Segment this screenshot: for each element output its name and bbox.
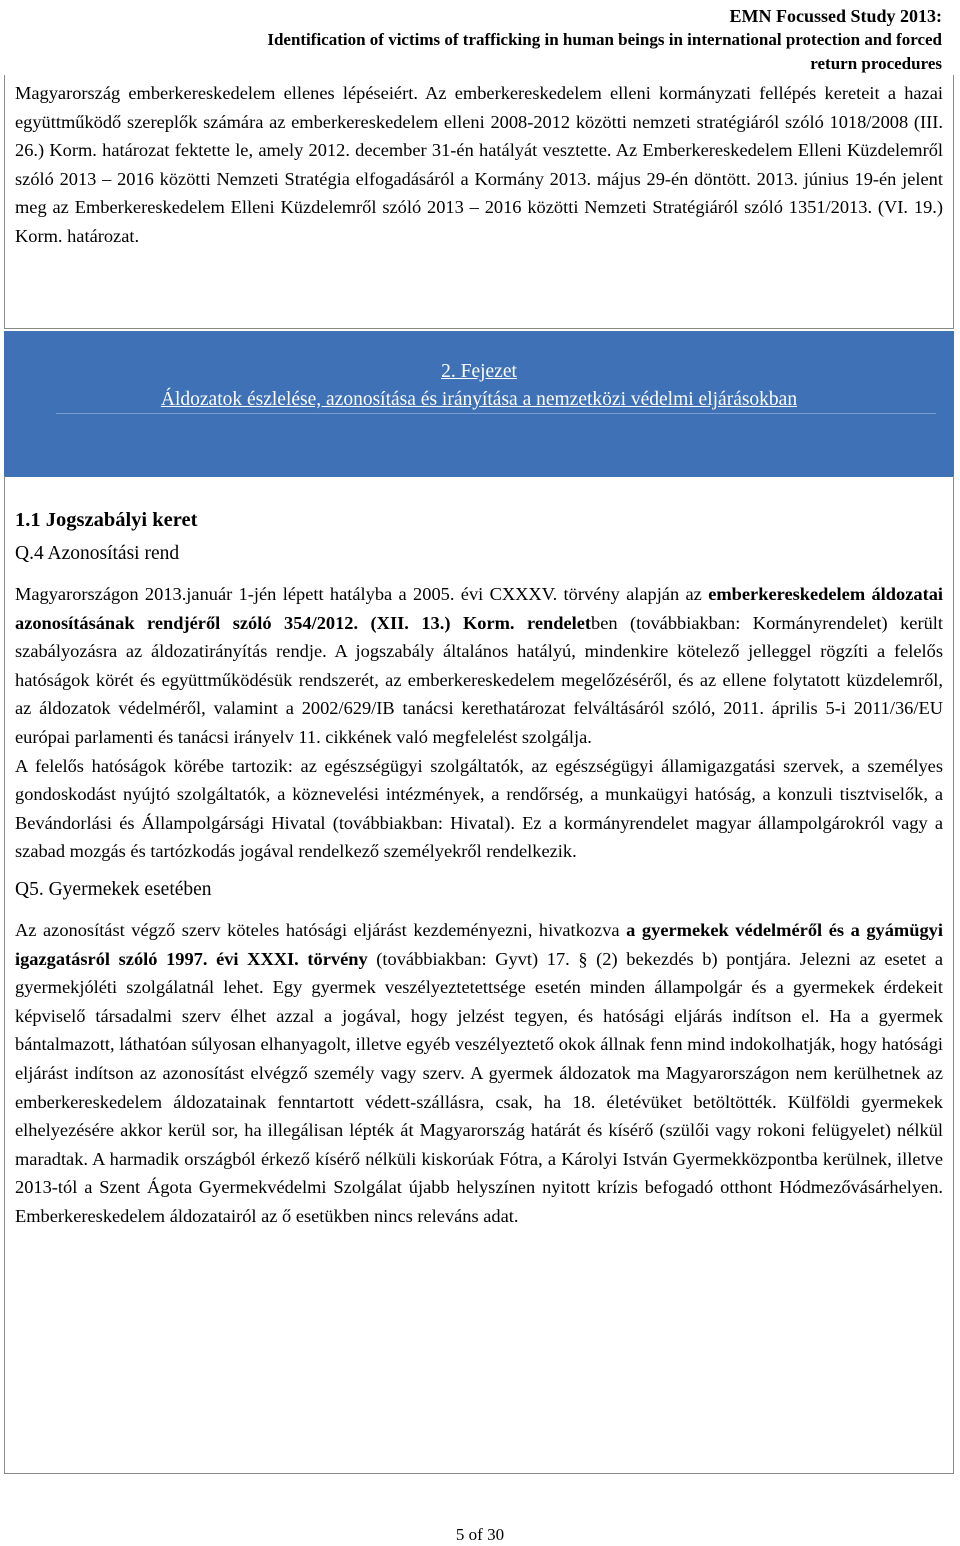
header-subtitle-line2: return procedures — [810, 54, 942, 73]
intro-paragraph: Magyarország emberkereskedelem ellenes lépéseiért. Az emberkereskedelem elleni kormányzati fellépés kereteit a hazai együttműködő szereplők számára az emberkereskedelem elleni 2008-2012 közötti nemzeti stratégiáról szóló 1018/2008 (III. 26.) Korm. határozat fektette le, amely 2012. december 31-én hatályát vesztette. Az Emberkereskedelem Elleni Küzdelemről szóló 2013 – 2016 közötti Nemzeti Stratégia elfogadásáról a Kormány 2013. május 29-én döntött. 2013. június 19-én jelent meg az Emberkereskedelem Elleni Küzdelemről szóló 2013 – 2016 közötti Nemzeti Stratégiáról szóló 1351/2013. (VI. 19.) Korm. határozat. — [15, 83, 943, 246]
chapter-heading — [4, 358, 954, 414]
chapter-number: 2. Fejezet — [441, 361, 517, 382]
spacer — [15, 866, 943, 876]
intro-box — [4, 75, 954, 329]
q5-p1-body: (továbbiakban: Gyvt) 17. § (2) bekezdés b) pontjára. Jelezni az esetet a gyermekjóléti szolgálatnál lehet. Egy gyermek veszélyeztetettsége esetén minden állampolgár és a gyermekek érdekeit képviselő társadalmi szerv élhet azzal a jogával, hogy jelzést tegyen, és hatósági eljárás indítson el. Ha a gyermek bántalmazott, láthatóan súlyosan elhanyagolt, illetve egyéb veszélyeztető okok állnak fenn mind indokolhatják, hogy hatósági eljárást indítson az azonosítást elvégző személy vagy szerv. A gyermek áldozatok ma Magyarországon nem kerülhetnek az emberkereskedelem áldozatainak fenntartott védett-szállásra, csak, ha 18. életévüket betöltötték. Külföldi gyermekek elhelyezésére akkor kerül sor, ha illegálisan lépték át Magyarország határát és kísérő (szülői vagy rokoni felügyelet) nélkül maradtak. A harmadik országból érkező kísérő nélküli kiskorúak Fótra, a Károlyi István Gyermekközpontba kerülnek, illetve 2013-tól a Szent Ágota Gyermekvédelmi Szolgálat újabb helyszínen nyitott krízis befogadó otthont Hódmezővásárhelyen. Emberkereskedelem áldozatairól az ő esetükben nincs releváns adat. — [15, 948, 943, 1226]
section-box — [4, 476, 954, 1474]
q5-paragraph — [15, 916, 943, 1231]
chapter-rule — [56, 413, 936, 414]
header-subtitle-line1: Identification of victims of trafficking in human beings in international protection and forced — [267, 30, 942, 49]
q4-p1-lead: Magyarországon 2013.január 1-jén lépett hatályba a 2005. évi CXXXV. törvény alapján az — [15, 584, 709, 604]
q5-p1-law: a gyermekek védelméről és a gyámügyi igazgatásról szóló 1997. évi XXXI. törvény — [15, 919, 943, 969]
q5-heading: Q5. Gyermekek esetében — [15, 878, 212, 900]
q4-paragraph-1 — [15, 580, 943, 752]
chapter-title: Áldozatok észlelése, azonosítása és irányítása a nemzetközi védelmi eljárásokban — [160, 389, 798, 410]
q4-p1-regulation: emberkereskedelem áldozatai azonosításának rendjéről szóló 354/2012. (XII. 13.) Korm. rendelet — [15, 584, 943, 633]
page-number: 5 of 30 — [455, 1525, 505, 1544]
q4-paragraph-2: A felelős hatóságok körébe tartozik: az egészségügyi szolgáltatók, az egészségügyi államigazgatási szervek, a személyes gondoskodást nyújtó szolgáltatók, a köznevelési intézmények, a rendőrség, a munkaügyi hatóság, a konzuli tisztviselők, a Bevándorlási és Állampolgársági Hivatal (továbbiakban: Hivatal). Ez a kormányrendelet magyar állampolgárokról vagy a szabad mozgás és tartózkodás jogával rendelkező személyekről rendelkezik. — [15, 755, 943, 862]
page-header — [0, 0, 960, 76]
header-study-title: EMN Focussed Study 2013: — [729, 6, 942, 26]
q4-heading: Q.4 Azonosítási rend — [15, 543, 180, 564]
q5-p1-lead: Az azonosítást végző szerv köteles hatósági eljárást kezdeményezni, hivatkozva — [15, 919, 627, 940]
section-heading: 1.1 Jogszabályi keret — [15, 509, 198, 531]
q4-p1-body: ben (továbbiakban: Kormányrendelet) került szabályozásra az áldozatirányítás rendje. A jogszabály általános hatályú, mindenkire kötelező jelleggel rögzíti a felelős hatóságok körét és együttműködésük rendszerét, az emberkereskedelem megelőzéséről, és az ellene folytatott küzdelemről, az áldozatok védelméről, valamint a 2002/629/IB tanácsi kerethatározat felváltásáról szóló, 2011. április 5-i 2011/36/EU európai parlamenti és tanácsi irányelv 11. cikkének való megfelelést szolgálja. — [15, 612, 943, 747]
